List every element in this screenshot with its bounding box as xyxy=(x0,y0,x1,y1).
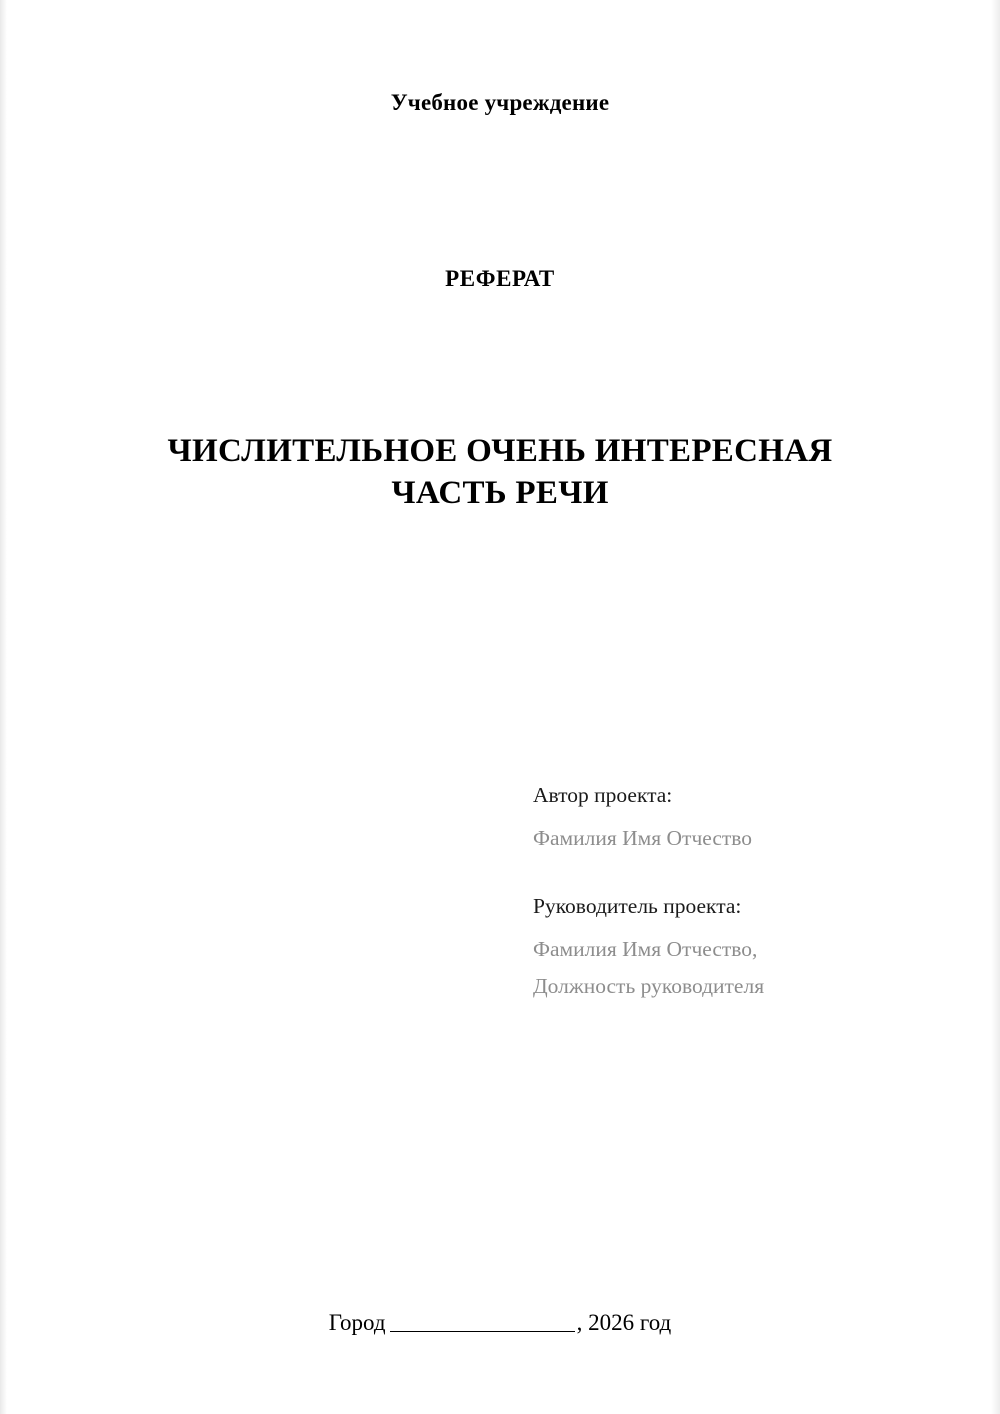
institution-name: Учебное учреждение xyxy=(390,90,610,115)
footer-city-year xyxy=(0,1310,1000,1336)
document-type: РЕФЕРАТ xyxy=(445,266,555,291)
supervisor-label: Руководитель проекта: xyxy=(533,894,742,919)
supervisor-value-line2: Должность руководителя xyxy=(533,973,765,998)
author-block xyxy=(533,785,933,856)
year-text: , 2026 год xyxy=(576,1310,672,1335)
supervisor-value-line1: Фамилия Имя Отчество, xyxy=(533,936,758,961)
supervisor-block xyxy=(533,896,933,1004)
city-label: Город xyxy=(328,1310,386,1335)
city-fill-in-line xyxy=(390,1331,575,1332)
author-value: Фамилия Имя Отчество xyxy=(533,825,753,850)
author-label: Автор проекта: xyxy=(533,783,673,807)
credits-block xyxy=(533,785,933,1027)
page-title: ЧИСЛИТЕЛЬНОЕ ОЧЕНЬ ИНТЕРЕСНАЯ ЧАСТЬ РЕЧИ xyxy=(167,433,833,512)
